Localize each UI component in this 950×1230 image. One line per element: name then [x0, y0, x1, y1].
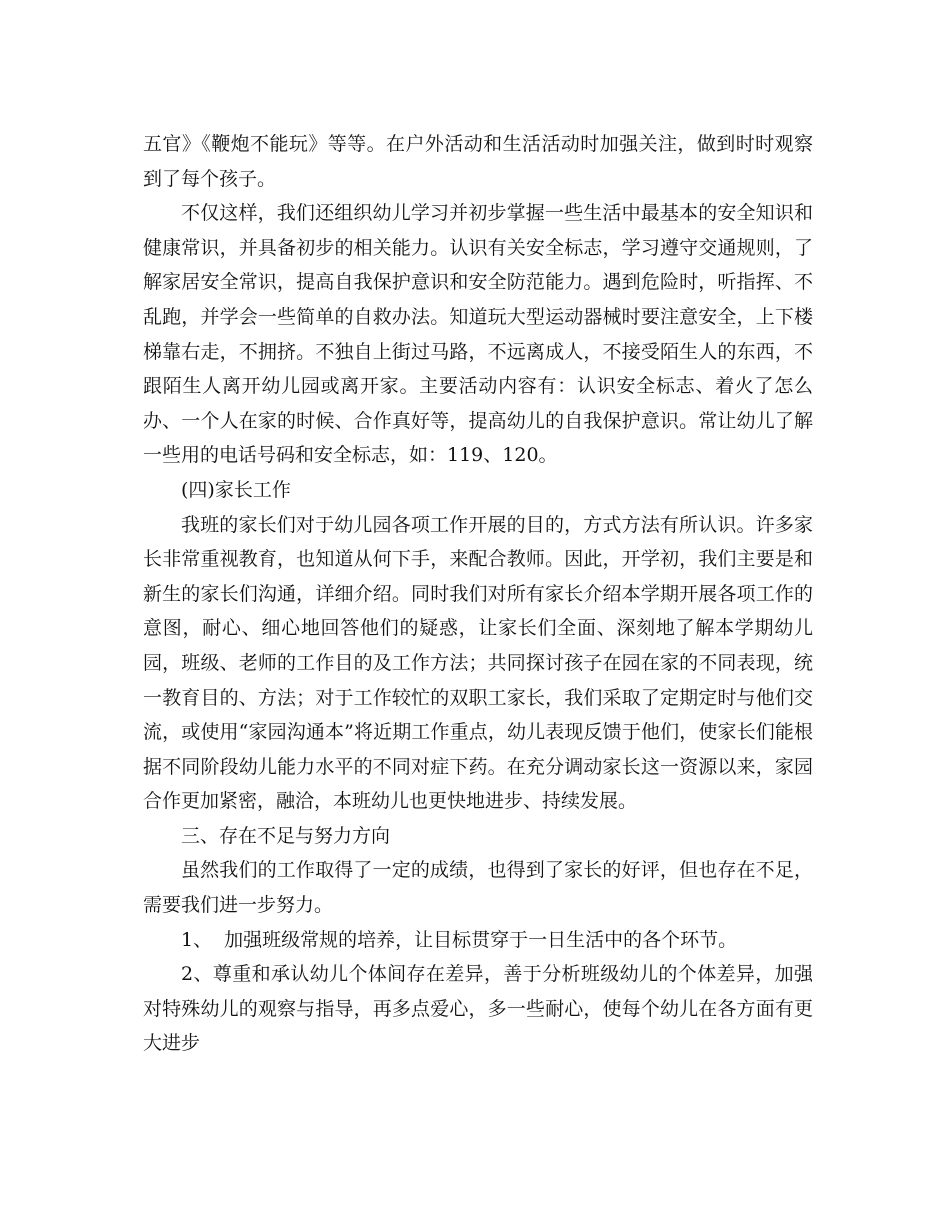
paragraph-safety-education: 不仅这样，我们还组织幼儿学习并初步掌握一些生活中最基本的安全知识和健康常识，并具备初步的相关能力。认识有关安全标志，学习遵守交通规则，了解家居安全常识，提高自我保护意识和安全防范能力。遇到危险时，听指挥、不乱跑，并学会一些简单的自救办法。知道玩大型运动器械时要注意安全，上下楼梯靠右走，不拥挤。不独自上街过马路，不远离成人，不接受陌生人的东西，不跟陌生人离开幼儿园或离开家。主要活动内容有：认识安全标志、着火了怎么办、一个人在家的时候、合作真好等，提高幼儿的自我保护意识。常让幼儿了解一些用的电话号码和安全标志，如：119、120。 [143, 202, 813, 467]
list-item-2: 2、尊重和承认幼儿个体间存在差异，善于分析班级幼儿的个体差异，加强对特殊幼儿的观察与指导，再多点爱心，多一些耐心，使每个幼儿在各方面有更大进步 [143, 963, 813, 1055]
document-body [143, 127, 813, 1061]
list-item-1: 1、 加强班级常规的培养，让目标贯穿于一日生活中的各个环节。 [181, 928, 738, 951]
section-heading-parent-work: (四)家长工作 [181, 478, 291, 501]
paragraph-continuation: 五官》《鞭炮不能玩》等等。在户外活动和生活活动时加强关注，做到时时观察到了每个孩子。 [143, 133, 813, 190]
section-heading-shortcomings: 三、存在不足与努力方向 [181, 824, 391, 847]
paragraph-parent-work: 我班的家长们对于幼儿园各项工作开展的目的，方式方法有所认识。许多家长非常重视教育，也知道从何下手，来配合教师。因此，开学初，我们主要是和新生的家长们沟通，详细介绍。同时我们对所有家长介绍本学期开展各项工作的意图，耐心、细心地回答他们的疑惑，让家长们全面、深刻地了解本学期幼儿园，班级、老师的工作目的及工作方法；共同探讨孩子在园在家的不同表现，统一教育目的、方法；对于工作较忙的双职工家长，我们采取了定期定时与他们交流，或使用“家园沟通本”将近期工作重点，幼儿表现反馈于他们，使家长们能根据不同阶段幼儿能力水平的不同对症下药。在充分调动家长这一资源以来，家园合作更加紧密，融洽，本班幼儿也更快地进步、持续发展。 [143, 513, 813, 813]
paragraph-shortcomings-intro: 虽然我们的工作取得了一定的成绩，也得到了家长的好评，但也存在不足，需要我们进一步努力。 [143, 859, 813, 917]
